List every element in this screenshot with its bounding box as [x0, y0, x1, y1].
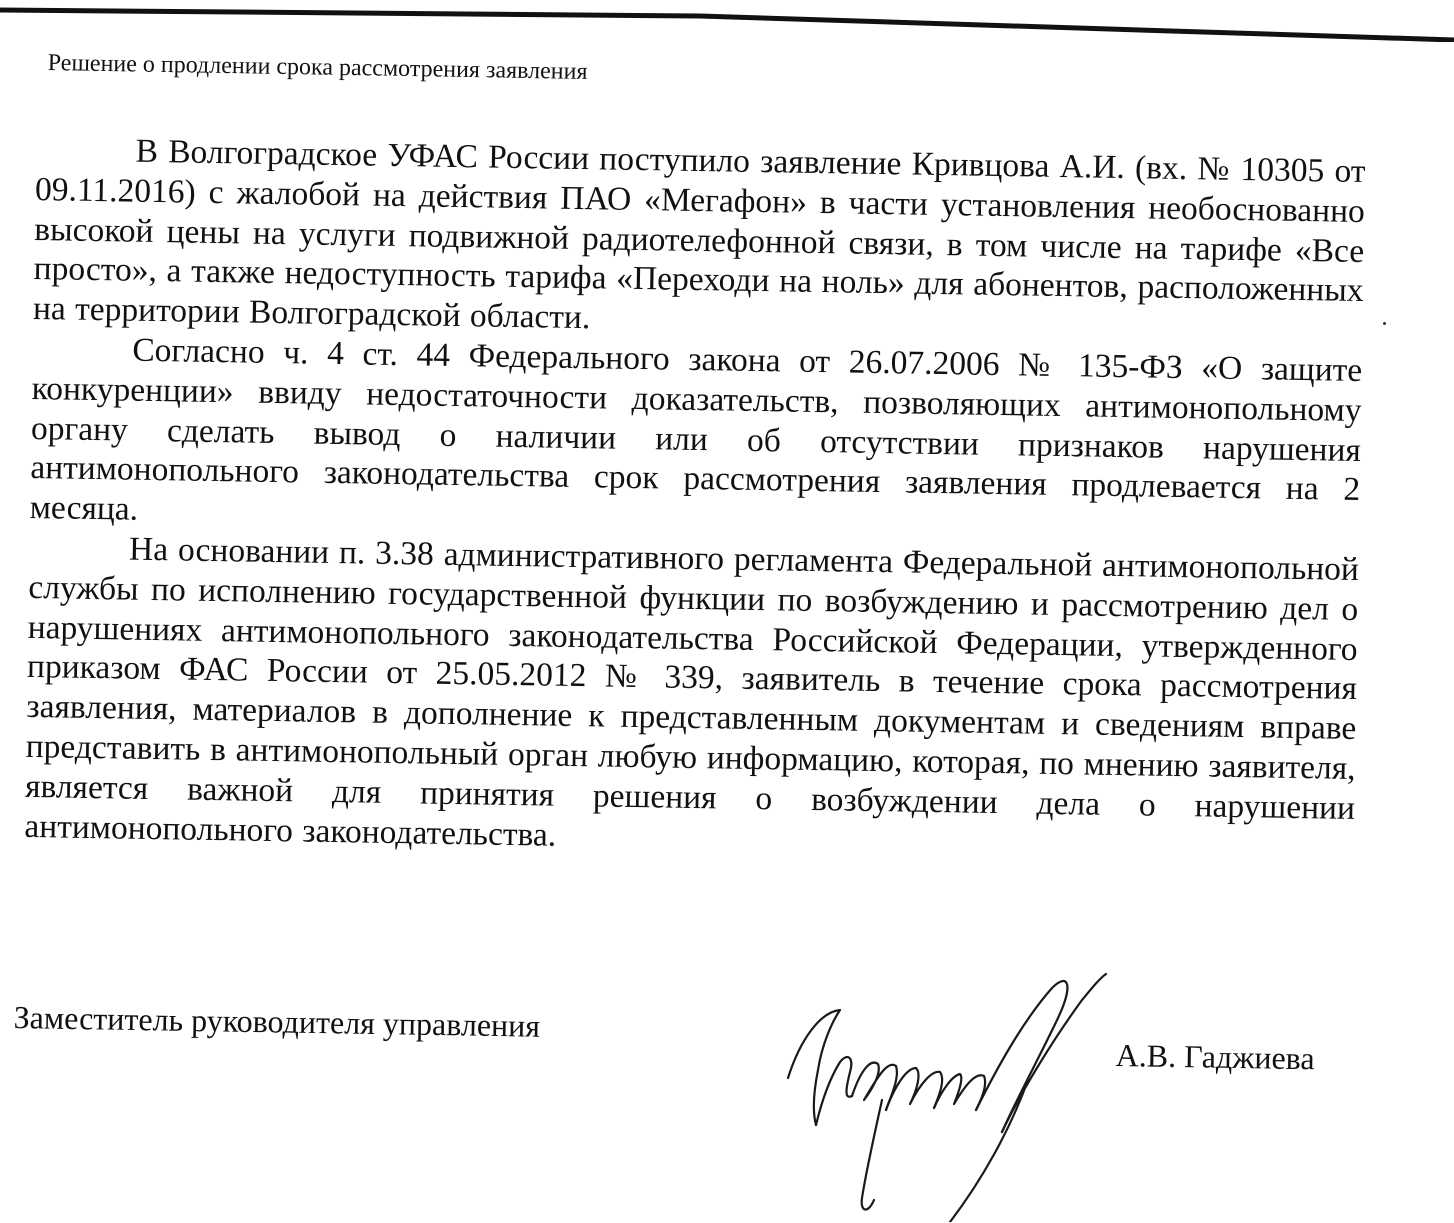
scan-top-border-line: [0, 2, 1454, 42]
signatory-role: Заместитель руководителя управления: [13, 998, 541, 1044]
paragraph-rights: На основании п. 3.38 административного регламента Федеральной антимонопольной службы по исполнению государственной функции по возбуждению и рассмотрению дел о нарушениях антимонопольного законодательства Российской Федерации, утвержденного приказом ФАС России от 25.05.2012 № 339, заявитель в течение срока рассмотрения заявления, материалов в дополнение к представленным документам и сведениям вправе представить в антимонопольный орган любую информацию, которая, по мнению заявителя, является важной для принятия решения о возбуждении дела о нарушении антимонопольного законодательства.: [24, 530, 1360, 854]
document-title: Решение о продлении срока рассмотрения заявления: [47, 49, 588, 85]
signatory-name: А.В. Гаджиева: [1115, 1036, 1315, 1077]
signature-icon: [770, 960, 1130, 1222]
paragraph-extension: Согласно ч. 4 ст. 44 Федерального закона от 26.07.2006 № 135-ФЗ «О защите конкуренции» ввиду недостаточности доказательств, позволяющих антимонопольному органу сделать вывод о наличии или об отсутствии признаков нарушения антимонопольного законодательства срок рассмотрения заявления продлевается на 2 месяца.: [29, 331, 1363, 528]
paragraph-complaint: В Волгоградское УФАС России поступило заявление Кривцова А.И. (вх. № 10305 от 09.11.2016) с жалобой на действия ПАО «Мегафон» в части установления необоснованно высокой цены на услуги подвижной радиотелефонной связи, в том числе на тарифе «Все просто», а также недоступность тарифа «Переходи на ноль» для абонентов, расположенных на территории Волгоградской области.: [32, 132, 1366, 337]
document-body: [24, 130, 1366, 868]
scan-speck: [1383, 322, 1386, 325]
